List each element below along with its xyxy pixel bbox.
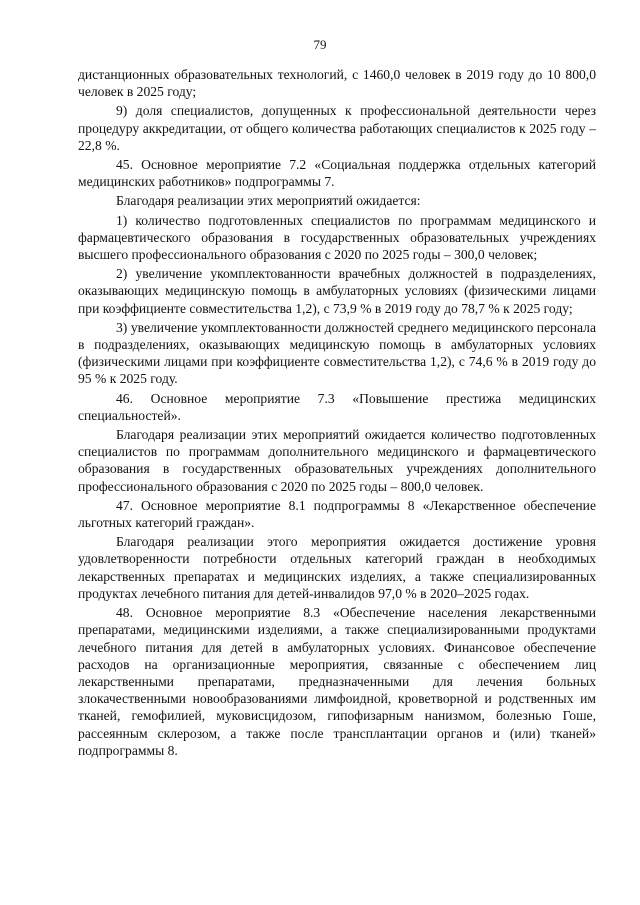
paragraph-continuation: дистанционных образовательных технологий, с 1460,0 человек в 2019 году до 10 800,0 человек в 2025 году;: [78, 67, 596, 100]
paragraph-46-result: Благодаря реализации этих мероприятий ожидается количество подготовленных специалистов по программам дополнительного медицинского и фармацевтического образования в государственных образовательных учреждениях дополнительного профессионального образования с 2020 по 2025 годы – 800,0 человек.: [78, 427, 596, 494]
paragraph-item-2: 2) увеличение укомплектованности врачебных должностей в подразделениях, оказывающих медицинскую помощь в амбулаторных условиях (физическими лицами при коэффициенте совместительства 1,2), с 73,9 % в 2019 году до 78,7 % к 2025 году;: [78, 266, 596, 316]
paragraph-47: 47. Основное мероприятие 8.1 подпрограммы 8 «Лекарственное обеспечение льготных категорий граждан».: [78, 497, 596, 531]
paragraph-45: 45. Основное мероприятие 7.2 «Социальная поддержка отдельных категорий медицинских работников» подпрограммы 7.: [78, 157, 596, 190]
page-number: 79: [313, 37, 327, 52]
paragraph-48: 48. Основное мероприятие 8.3 «Обеспечение населения лекарственными препаратами, медицинскими изделиями, а также специализированными продуктами лечебного питания для детей в амбулаторных условиях. Финансовое обеспечение расходов на организационные мероприятия, связанные с обеспечением лиц лекарственными препаратами, предназначенными для лечения больных злокачественными новообразованиями лимфоидной, кроветворной и родственных им тканей, гемофилией, муковисцидозом, гипофизарным нанизмом, болезнью Гоше, рассеянным склерозом, а также после трансплантации органов и (или) тканей» подпрограммы 8.: [78, 605, 596, 758]
paragraph-item-9: 9) доля специалистов, допущенных к профессиональной деятельности через процедуру аккредитации, от общего количества работающих специалистов к 2025 году – 22,8 %.: [78, 103, 596, 153]
paragraph-item-3: 3) увеличение укомплектованности должностей среднего медицинского персонала в подразделениях, оказывающих медицинскую помощь в амбулаторных условиях (физическими лицами при коэффициенте совместительства 1,2), с 74,6 % в 2019 году до 95 % к 2025 году.: [78, 319, 596, 387]
paragraph-item-1: 1) количество подготовленных специалистов по программам медицинского и фармацевтического образования в государственных образовательных учреждениях высшего профессионального образования с 2020 по 2025 годы – 300,0 человек;: [78, 212, 596, 263]
paragraph-47-result: Благодаря реализации этого мероприятия ожидается достижение уровня удовлетворенности потребности отдельных категорий граждан в необходимых лекарственных препаратах и медицинских изделиях, а также специализированных продуктах лечебного питания для детей-инвалидов 97,0 % в 2020–2025 годах.: [78, 534, 596, 601]
paragraph-46: 46. Основное мероприятие 7.3 «Повышение престижа медицинских специальностей».: [78, 390, 596, 423]
paragraph-expected-intro: Благодаря реализации этих мероприятий ожидается:: [116, 193, 421, 209]
document-body: [78, 66, 596, 759]
